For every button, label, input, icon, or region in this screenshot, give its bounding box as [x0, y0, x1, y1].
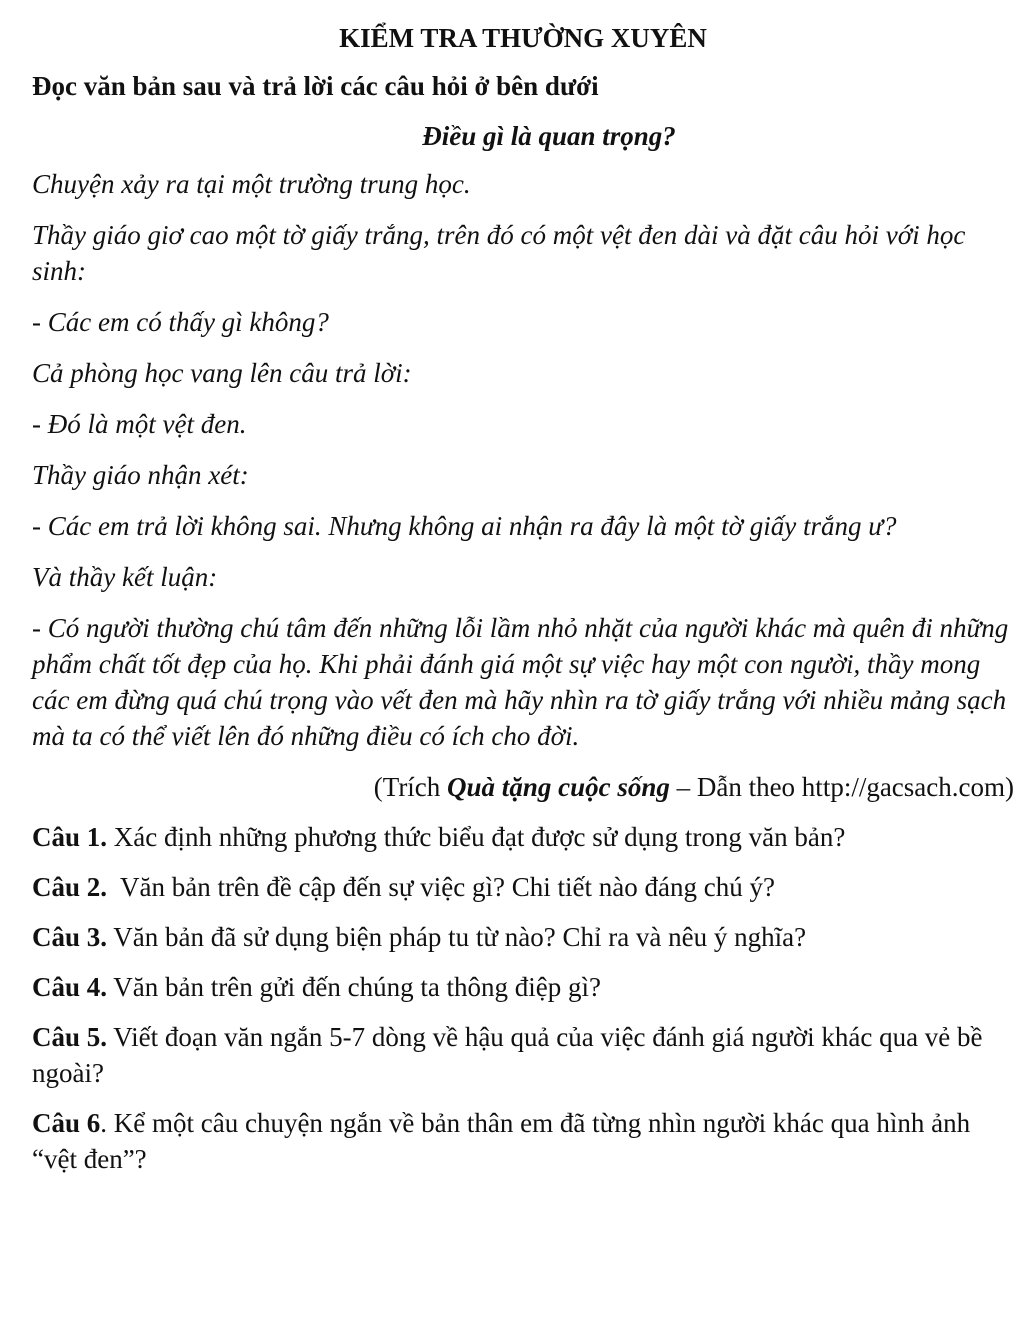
- passage-paragraph: - Đó là một vệt đen.: [32, 409, 247, 439]
- passage-paragraph: Và thầy kết luận:: [32, 562, 218, 592]
- question-text: Văn bản trên đề cập đến sự việc gì? Chi tiết nào đáng chú ý?: [107, 872, 775, 902]
- question-text: Văn bản đã sử dụng biện pháp tu từ nào? Chỉ ra và nêu ý nghĩa?: [107, 922, 807, 952]
- question-item: [32, 969, 1014, 1005]
- question-text: Văn bản trên gửi đến chúng ta thông điệp gì?: [107, 972, 602, 1002]
- question-text: Xác định những phương thức biểu đạt được sử dụng trong văn bản?: [107, 822, 846, 852]
- source-suffix: – Dẫn theo http://gacsach.com): [669, 772, 1014, 802]
- passage-heading: Điều gì là quan trọng?: [422, 121, 676, 151]
- question-text: Viết đoạn văn ngắn 5-7 dòng về hậu quả của việc đánh giá người khác qua vẻ bề ngoài?: [32, 1022, 983, 1088]
- question-label: Câu 1.: [32, 822, 108, 852]
- instruction: Đọc văn bản sau và trả lời các câu hỏi ở bên dưới: [32, 71, 599, 101]
- question-item: [32, 919, 1014, 955]
- source-prefix: (Trích: [373, 772, 448, 802]
- passage-paragraph: - Các em trả lời không sai. Nhưng không ai nhận ra đây là một tờ giấy trắng ư?: [32, 511, 897, 541]
- passage-paragraph: Chuyện xảy ra tại một trường trung học.: [32, 169, 471, 199]
- question-label: Câu 5.: [32, 1022, 108, 1052]
- passage-paragraph: Thầy giáo giơ cao một tờ giấy trắng, trên đó có một vệt đen dài và đặt câu hỏi với học sinh:: [32, 220, 966, 286]
- question-label: Câu 3.: [32, 922, 108, 952]
- question-item: [32, 1105, 1014, 1177]
- passage: [32, 166, 1014, 754]
- question-text: . Kể một câu chuyện ngắn về bản thân em đã từng nhìn người khác qua hình ảnh “vệt đen”?: [32, 1108, 971, 1174]
- passage-paragraph: - Có người thường chú tâm đến những lỗi lầm nhỏ nhặt của người khác mà quên đi những phẩm chất tốt đẹp của họ. Khi phải đánh giá một sự việc hay một con người, thầy mong các em đừng quá chú trọng vào vết đen mà hãy nhìn ra tờ giấy trắng với nhiều mảng sạch mà ta có thể viết lên đó những điều có ích cho đời.: [32, 613, 1009, 751]
- question-label: Câu 6: [32, 1108, 101, 1138]
- question-label: Câu 4.: [32, 972, 108, 1002]
- question-item: [32, 869, 1014, 905]
- source-book-title: Quà tặng cuộc sống: [447, 772, 670, 802]
- question-item: [32, 1019, 1014, 1091]
- source-citation: [32, 769, 1014, 805]
- question-item: [32, 819, 1014, 855]
- worksheet-page: [32, 20, 1014, 1191]
- question-label: Câu 2.: [32, 872, 108, 902]
- passage-paragraph: Cả phòng học vang lên câu trả lời:: [32, 358, 412, 388]
- page-title: KIỂM TRA THƯỜNG XUYÊN: [339, 23, 707, 53]
- passage-paragraph: - Các em có thấy gì không?: [32, 307, 329, 337]
- question-list: [32, 819, 1014, 1177]
- passage-paragraph: Thầy giáo nhận xét:: [32, 460, 249, 490]
